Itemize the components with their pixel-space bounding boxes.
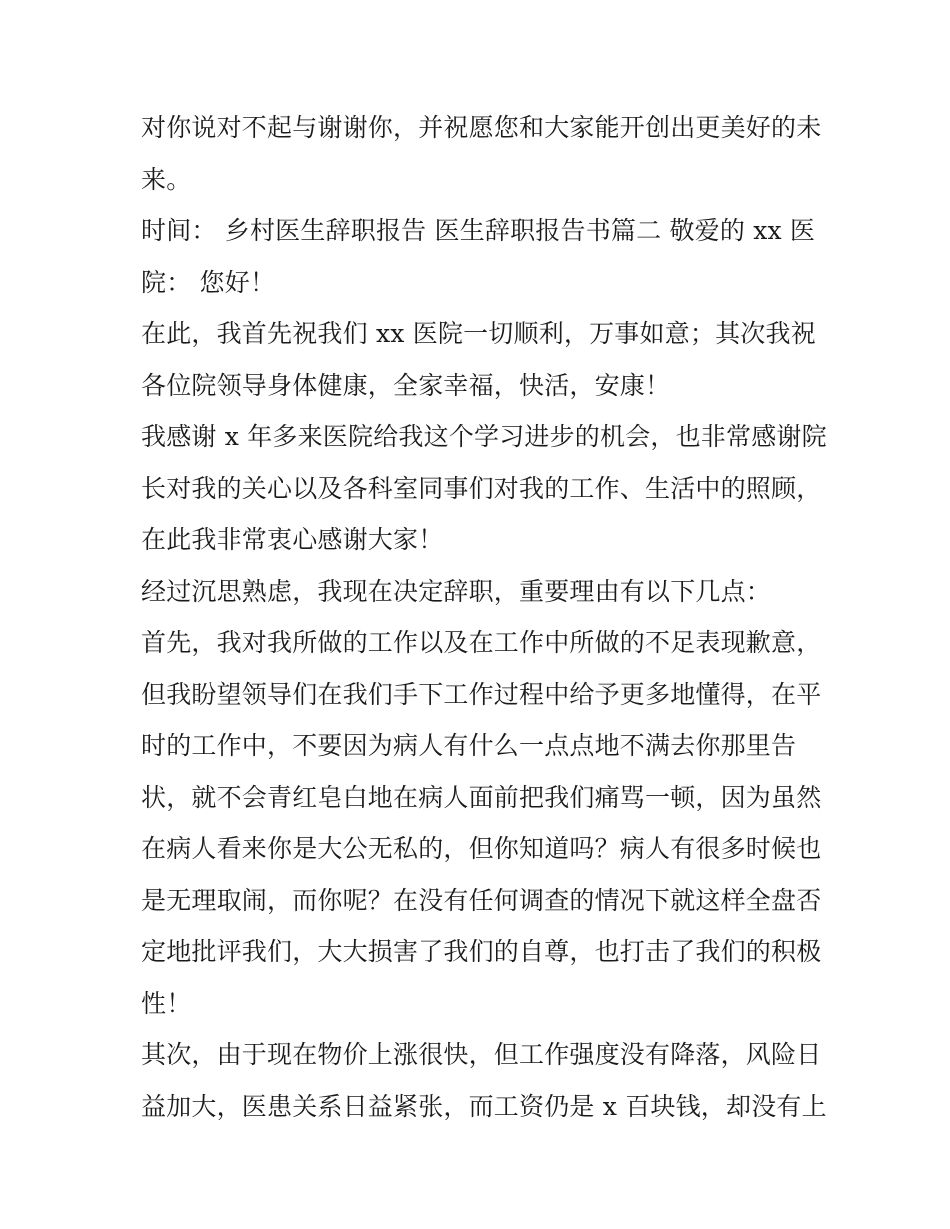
text-line-7: 我感谢 x 年多来医院给我这个学习进步的机会，也非常感谢院 xyxy=(141,422,827,451)
text-line-8: 长对我的关心以及各科室同事们对我的工作、生活中的照顾， xyxy=(141,473,822,503)
text-line-1: 对你说对不起与谢谢你，并祝愿您和大家能开创出更美好的未 xyxy=(141,113,822,142)
text-line-14: 状，就不会青红皂白地在病人面前把我们痛骂一顿，因为虽然 xyxy=(141,782,822,812)
text-line-12: 但我盼望领导们在我们手下工作过程中给予更多地懂得，在平 xyxy=(141,679,822,709)
text-line-3: 时间： 乡村医生辞职报告 医生辞职报告书篇二 敬爱的 xx 医 xyxy=(141,216,816,245)
text-line-20: 益加大，医患关系日益紧张，而工资仍是 x 百块钱，却没有上 xyxy=(141,1091,827,1121)
document-body xyxy=(141,102,827,1132)
text-line-5: 在此，我首先祝我们 xx 医院一切顺利，万事如意；其次我祝 xyxy=(141,319,816,348)
text-line-11: 首先，我对我所做的工作以及在工作中所做的不足表现歉意， xyxy=(141,628,822,657)
text-line-16: 是无理取闹，而你呢？在没有任何调查的情况下就这样全盘否 xyxy=(141,885,822,915)
text-line-6: 各位院领导身体健康，全家幸福，快活，安康！ xyxy=(141,370,671,400)
text-line-19: 其次，由于现在物价上涨很快，但工作强度没有降落，风险日 xyxy=(141,1040,822,1069)
text-line-9: 在此我非常衷心感谢大家！ xyxy=(141,525,444,554)
text-line-15: 在病人看来你是大公无私的，但你知道吗？病人有很多时候也 xyxy=(141,834,822,863)
text-line-4: 院： 您好！ xyxy=(141,267,276,297)
text-line-10: 经过沉思熟虑，我现在决定辞职，重要理由有以下几点： xyxy=(141,576,772,606)
text-line-17: 定地批评我们，大大损害了我们的自尊，也打击了我们的积极 xyxy=(141,937,822,966)
text-line-18: 性！ xyxy=(141,988,192,1018)
text-line-2: 来。 xyxy=(141,164,192,194)
text-line-13: 时的工作中，不要因为病人有什么一点点地不满去你那里告 xyxy=(141,731,797,760)
